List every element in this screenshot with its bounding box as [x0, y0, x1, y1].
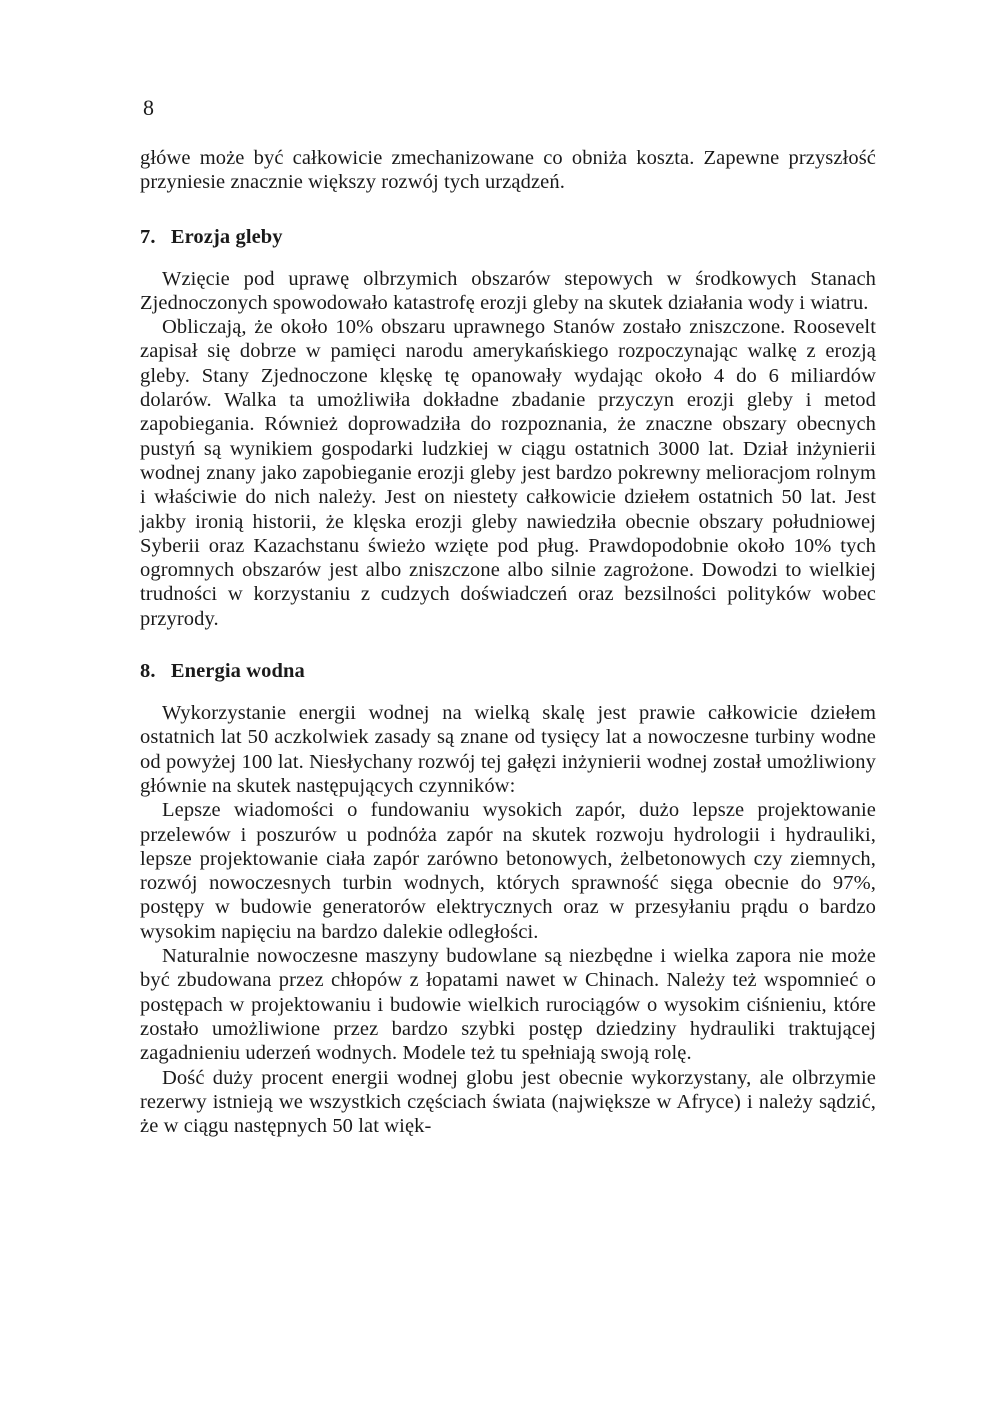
section-8-paragraph-3: Naturalnie nowoczesne maszyny budowlane są niezbędne i wielka zapora nie może być zbudowana przez chłopów z łopatami nawet w Chinach. Należy też wspomnieć o postępach w projektowaniu i budowie wielkich rurociągów o wysokim ciśnieniu, które zostało umożliwione przez bardzo szybki postęp dziedziny hydrauliki traktującej zagadnieniu uderzeń wodnych. Modele też tu spełniają swoją rolę. [140, 945, 876, 1065]
section-7-heading [140, 225, 876, 249]
intro-paragraph: główe może być całkowicie zmechanizowane co obniża koszta. Zapewne przyszłość przyniesie znacznie większy rozwój tych urządzeń. [140, 147, 876, 194]
section-8-heading [140, 659, 876, 683]
section-7-paragraph-1: Wzięcie pod uprawę olbrzymich obszarów stepowych w środkowych Stanach Zjednoczonych spowodowało katastrofę erozji gleby na skutek działania wody i wiatru. [140, 267, 876, 314]
section-8-title: Energia wodna [170, 660, 305, 683]
section-7-title: Erozja gleby [170, 225, 283, 248]
section-7-paragraph-2: Obliczają, że około 10% obszaru uprawnego Stanów zostało zniszczone. Roosevelt zapisał się dobrze w pamięci narodu amerykańskiego rozpoczynając walkę z erozją gleby. Stany Zjednoczone klęskę tę opanowały wydając około 4 do 6 miliardów dolarów. Walka ta umożliwiła dokładne zbadanie przyczyn erozji gleby i metod zapobiegania. Również doprowadziła do rozpoznania, że znaczne obszary obecnych pustyń są wynikiem gospodarki ludzkiej w ciągu ostatnich 3000 lat. Dział inżynierii wodnej znany jako zapobieganie erozji gleby jest bardzo pokrewny melioracjom rolnym i właściwie do nich należy. Jest on niestety całkowicie dziełem ostatnich 50 lat. Jest jakby ironią historii, że klęska erozji gleby nawiedziła obecnie obszary południowej Syberii oraz Kazachstanu świeżo wzięte pod pług. Prawdopodobnie około 10% tych ogromnych obszarów jest albo zniszczone albo silnie zagrożone. Dowodzi to wielkiej trudności w korzystaniu z cudzych doświadczeń oraz bezsilności polityków wobec przyrody. [140, 316, 876, 630]
section-7-number: 7. [140, 225, 156, 248]
body-text [140, 146, 876, 1138]
section-8-paragraph-2: Lepsze wiadomości o fundowaniu wysokich zapór, dużo lepsze projektowanie przelewów i poszurów u podnóża zapór na skutek rozwoju hydrologii i hydrauliki, lepsze projektowanie ciała zapór zarówno betonowych, żelbetonowych czy ziemnych, rozwój nowoczesnych turbin wodnych, których sprawność sięga obecnie do 97%, postępy w budowie generatorów elektrycznych oraz w przesyłaniu prądu o bardzo wysokim napięciu na bardzo dalekie odległości. [140, 799, 876, 943]
page-number: 8 [143, 95, 154, 120]
section-8-paragraph-1: Wykorzystanie energii wodnej na wielką skalę jest prawie całkowicie dziełem ostatnich lat 50 aczkolwiek zasady są znane od tysięcy lat a nowoczesne turbiny wodne od powyżej 100 lat. Niesłychany rozwój tej gałęzi inżynierii wodnej został umożliwiony głównie na skutek następujących czynników: [140, 702, 876, 797]
section-8-paragraph-4: Dość duży procent energii wodnej globu jest obecnie wykorzystany, ale olbrzymie rezerwy istnieją we wszystkich częściach świata (największe w Afryce) i należy sądzić, że w ciągu następnych 50 lat więk- [140, 1066, 876, 1138]
section-8-number: 8. [140, 660, 156, 683]
